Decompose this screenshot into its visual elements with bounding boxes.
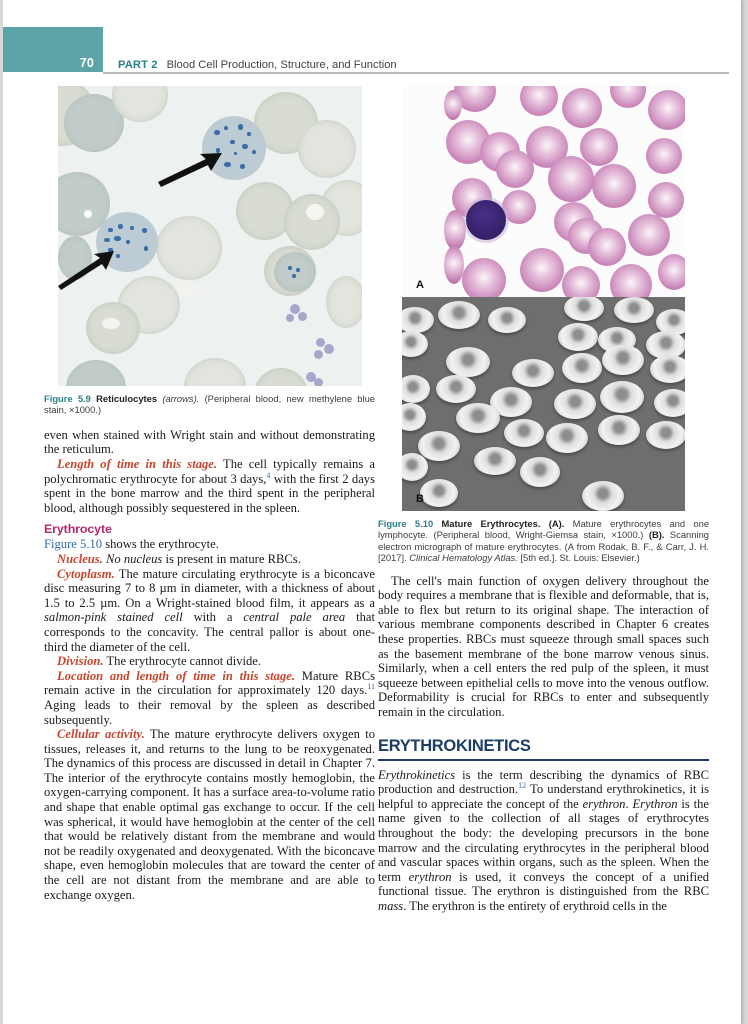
figure-5-10-tag-b: (B). xyxy=(648,529,665,541)
runin-cytoplasm: Cytoplasm. xyxy=(57,566,115,581)
figure-5-10-image xyxy=(402,86,685,511)
running-head-title xyxy=(118,59,397,71)
para-erythrokinetics xyxy=(378,768,709,914)
para-location-text-b: Aging leads to their removal by the spleen as described subsequently. xyxy=(44,697,375,727)
section-heading-erythrokinetics: ERYTHROKINETICS xyxy=(378,736,531,755)
para-ek-text-f: . The erythron is the entirety of erythroid cells in the xyxy=(403,898,668,913)
runin-division: Division. xyxy=(57,654,104,669)
para-length-of-time xyxy=(44,457,375,515)
figure-5-10-panel-a xyxy=(402,86,685,297)
part-label: PART 2 xyxy=(118,59,158,71)
para-division xyxy=(44,654,375,669)
para-cytoplasm-italic-1: salmon-pink stained cell xyxy=(44,610,183,625)
para-cellular-text: The mature erythrocyte delivers oxygen to tissues, releases it, and returns to the lung to be reoxygenated. The dynamics of this process are discussed in detail in Chapter 7. The interior of the erythrocyte contains mostly hemoglobin, the oxygen-carrying component. It has a surface area-to-volume ratio and shape that enable optimal gas exchange to occur. If the cell was spherical, it would have hemoglobin at the center of the cell that would be relatively distant from the membrane and would not be readily oxygenated and deoxygenated. With the biconcave shape, even hemoglobin molecules that are toward the center of the cell are not distant from the membrane and are able to exchange oxygen. xyxy=(44,727,376,902)
para-cytoplasm-mid: with a xyxy=(182,610,244,625)
subheading-erythrocyte: Erythrocyte xyxy=(44,522,112,537)
para-length-text-a: The cell typically remains a polychromatic erythrocyte for about 3 days, xyxy=(44,457,376,486)
para-cytoplasm-text-a: The mature circulating erythrocyte is a biconcave disc measuring 7 to 8 µm in diameter, with a thickness of about 1.5 to 2.5 µm. On a Wright-stained blood film, it appears as a xyxy=(44,566,376,610)
figure-5-10-caption xyxy=(378,518,709,564)
runin-nucleus: Nucleus. xyxy=(57,551,103,566)
para-ek-italic-1: Erythrokinetics xyxy=(378,767,456,782)
figure-5-9-title: Reticulocytes xyxy=(96,393,158,404)
part-title: Blood Cell Production, Structure, and Function xyxy=(166,59,397,71)
footnote-ref-11[interactable]: 11 xyxy=(367,682,375,692)
figure-5-10-detail-b: Scanning electron micrograph of mature erythrocytes. (A from Rodak, B. F., & Carr, J. H. [2017]. xyxy=(378,529,709,564)
para-nucleus xyxy=(44,552,375,567)
runin-location: Location and length of time in this stage. xyxy=(57,668,295,683)
para-figure-reference xyxy=(44,537,375,552)
para-length-text-b: with the first 2 days spent in the bone marrow and the third spent in the peripheral blood, although possibly sequestered in the spleen. xyxy=(44,471,375,515)
section-rule xyxy=(378,759,709,761)
footnote-ref-4[interactable]: 4 xyxy=(266,470,271,480)
para-ek-italic-2: erythron xyxy=(582,796,626,811)
xref-figure-5-10[interactable]: Figure 5.10 xyxy=(44,537,103,552)
figure-5-9-arrows-note: (arrows). xyxy=(162,393,200,404)
para-nucleus-text: is present in mature RBCs. xyxy=(162,551,301,566)
lymphocyte xyxy=(466,200,506,240)
para-cytoplasm-italic-2: central pale area xyxy=(243,610,346,625)
figure-5-10-title: Mature Erythrocytes. xyxy=(441,518,541,529)
para-ek-italic-3: Erythron xyxy=(632,796,678,811)
folio-block xyxy=(3,27,103,72)
para-ek-text-e: is used, it conveys the concept of a unified functional tissue. The erythron is distinguished from the RBC xyxy=(378,869,710,899)
para-continued: even when stained with Wright stain and without demonstrating the reticulum. xyxy=(44,427,375,457)
right-column xyxy=(378,86,709,914)
figure-5-9-caption xyxy=(44,393,375,416)
figure-5-10-tag-a: (A). xyxy=(548,518,565,529)
para-ek-text-c: . xyxy=(625,796,633,811)
para-ek-text-d: is the name given to the collection of all stages of erythrocytes throughout the body: the developing precursors in the bone marrow and the circulating erythrocytes in the peripheral blood and vascular spaces within organs, such as the spleen. When the term xyxy=(378,796,709,884)
para-cellular-activity xyxy=(44,727,375,902)
runin-cellular-activity: Cellular activity. xyxy=(57,727,145,742)
arrow-icon-lower xyxy=(58,242,118,290)
para-membrane: The cell's main function of oxygen delivery throughout the body requires a membrane that is flexible and deformable, that is, able to flex but return to its original shape. The interaction of various membrane components described in Chapter 6 creates these properties. RBCs must squeeze through small spaces such as the basement membrane of the bone marrow venous sinus. Similarly, when a cell enters the red pulp of the spleen, it must squeeze between epithelial cells to move into the venous outflow. Deformability is crucial for RBCs to enter and subsequently remain in the circulation. xyxy=(378,573,709,719)
para-location-text-a: Mature RBCs remain active in the circulation for approximately 120 days. xyxy=(44,668,375,698)
figure-5-10 xyxy=(378,86,709,564)
figure-5-10-number: Figure 5.10 xyxy=(378,518,434,529)
para-division-text: The erythrocyte cannot divide. xyxy=(106,654,262,669)
para-ek-italic-4: erythron xyxy=(408,869,452,884)
para-nucleus-italic: No nucleus xyxy=(106,551,163,566)
para-ek-italic-5: mass xyxy=(378,898,404,913)
figure-5-10-source-title: Clinical Hematology Atlas. xyxy=(409,552,518,564)
para-cytoplasm-text-b: that corresponds to the concavity. The central pallor is about one-third the diameter of the cell. xyxy=(44,610,375,654)
para-cytoplasm xyxy=(44,567,375,655)
figure-5-10-panel-b xyxy=(402,297,685,511)
para-location xyxy=(44,669,375,727)
running-head xyxy=(3,27,741,73)
figure-5-9-number: Figure 5.9 xyxy=(44,393,91,404)
arrow-icon-upper xyxy=(156,148,228,188)
para-ek-text-b: To understand erythrokinetics, it is helpful to appreciate the concept of the xyxy=(378,782,710,811)
figure-5-10-source-rest: [5th ed.]. St. Louis: Elsevier.) xyxy=(520,552,640,564)
para-shows-text: shows the erythrocyte. xyxy=(102,537,219,552)
figure-5-10-detail-a: Mature erythrocytes and one lymphocyte. (Peripheral blood, Wright-Giemsa stain, ×1000.) xyxy=(378,518,710,541)
para-ek-text-a: is the term describing the dynamics of RBC production and destruction. xyxy=(378,767,709,797)
figure-5-9 xyxy=(44,86,375,416)
figure-5-9-detail: (Peripheral blood, new methylene blue stain, ×1000.) xyxy=(44,393,376,416)
panel-b-letter: B xyxy=(416,493,424,505)
page-canvas xyxy=(3,0,741,1024)
header-rule xyxy=(103,72,729,74)
panel-a-letter: A xyxy=(416,279,424,291)
footnote-ref-12[interactable]: 12 xyxy=(518,780,527,790)
runin-length-of-time: Length of time in this stage. xyxy=(57,457,218,471)
figure-5-9-image xyxy=(58,86,362,386)
page-number: 70 xyxy=(79,56,94,70)
left-column xyxy=(44,86,375,902)
